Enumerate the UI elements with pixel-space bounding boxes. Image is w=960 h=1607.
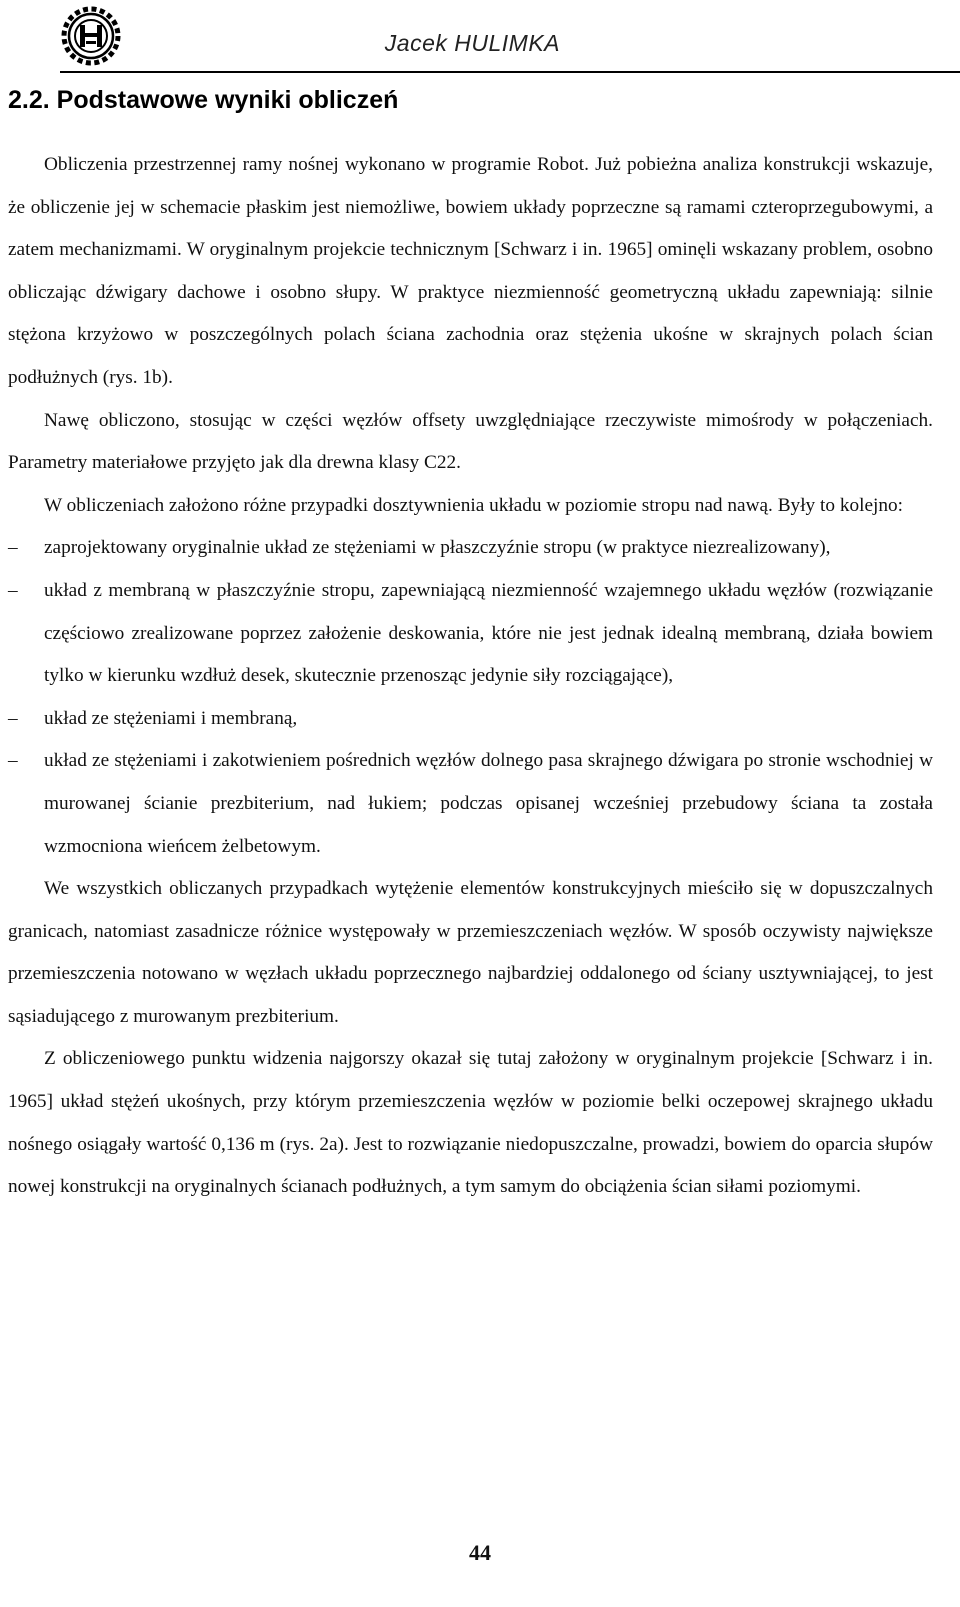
paragraph: W obliczeniach założono różne przypadki dosztywnienia układu w poziomie stropu nad nawą. Były to kolejno: [44,494,904,516]
list-dash: – [8,750,18,772]
header-rule [60,71,960,73]
paragraph: Z obliczeniowego punktu widzenia najgorszy okazał się tutaj założony w oryginalnym projekcie [Schwarz i in. 1965] układ stężeń ukośnych, przy którym przemieszczenia węzłów w poziomie belki oczepowej skrajnego układu nośnego osiągały wartość 0,136 m (rys. 2a). Jest to rozwiązanie niedopuszczalne, prowadzi, bowiem do oparcia słupów nowej konstrukcji na oryginalnych ścianach podłużnych, a tym samym do obciążenia ścian siłami poziomymi. [8,1048,933,1198]
list-item-text: zaprojektowany oryginalnie układ ze stężeniami w płaszczyźnie stropu (w praktyce niezrealizowany), [44,537,831,559]
running-header-author: Jacek HULIMKA [384,30,560,56]
body-text [8,144,933,1209]
list-dash: – [8,579,18,601]
list-dash: – [8,537,18,559]
running-header [0,0,960,80]
section-heading: 2.2. Podstawowe wyniki obliczeń [8,86,399,114]
list-item [8,698,933,741]
list-item [8,527,933,570]
paragraph: We wszystkich obliczanych przypadkach wytężenie elementów konstrukcyjnych mieściło się w dopuszczalnych granicach, natomiast zasadnicze różnice występowały w przemieszczeniach węzłów. W sposób oczywisty największe przemieszczenia notowano w węzłach układu poprzecznego najbardziej oddalonego od ściany usztywniającej, to jest sąsiadującego z murowanym prezbiterium. [8,878,933,1027]
page-number: 44 [469,1540,491,1565]
paragraph: Obliczenia przestrzennej ramy nośnej wykonano w programie Robot. Już pobieżna analiza konstrukcji wskazuje, że obliczenie jej w schemacie płaskim jest niemożliwe, bowiem układy poprzeczne są ramami czteroprzegubowymi, a zatem mechanizmami. W oryginalnym projekcie technicznym [Schwarz i in. 1965] ominęli wskazany problem, osobno obliczając dźwigary dachowe i osobno słupy. W praktyce niezmienność geometryczną układu zapewniają: silnie stężona krzyżowo w poszczególnych polach ściana zachodnia oraz stężenia ukośne w skrajnych polach ścian podłużnych (rys. 1b). [8,154,933,388]
paragraph: Nawę obliczono, stosując w części węzłów offsety uwzględniające rzeczywiste mimośrody w połączeniach. Parametry materiałowe przyjęto jak dla drewna klasy C22. [8,409,933,474]
list-dash: – [8,707,18,729]
list-item-text: układ ze stężeniami i membraną, [44,707,298,729]
list-item-text: układ z membraną w płaszczyźnie stropu, zapewniającą niezmienność wzajemnego układu węzłów (rozwiązanie częściowo zrealizowane poprzez założenie deskowania, które nie jest jednak idealną membraną, działa bowiem tylko w kierunku wzdłuż desek, skutecznie przenosząc jedynie siły rozciągające), [44,579,933,687]
list-item [8,570,933,698]
list-item-text: układ ze stężeniami i zakotwieniem pośrednich węzłów dolnego pasa skrajnego dźwigara po stronie wschodniej w murowanej ścianie prezbiterium, nad łukiem; podczas opisanej wcześniej przebudowy ściana ta została wzmocniona wieńcem żelbetowym. [44,750,933,857]
list-item [8,740,933,868]
gear-emblem-icon [60,5,122,67]
variant-list [8,527,933,868]
